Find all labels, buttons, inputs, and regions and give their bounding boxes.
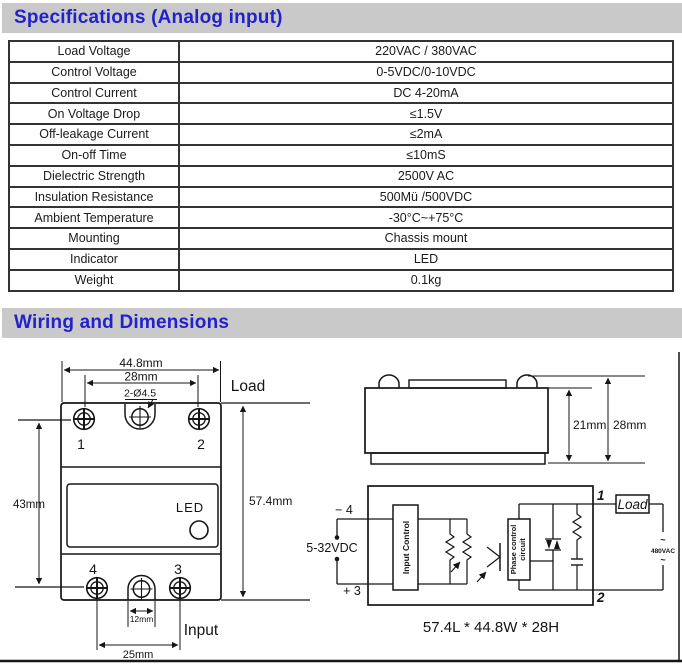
spec-label: Off-leakage Current (9, 124, 179, 145)
led-indicator (190, 521, 208, 539)
dim-body-height: 21mm (573, 418, 607, 432)
load-label: Load (230, 378, 266, 395)
dim-height: 57.4mm (249, 494, 293, 508)
spec-label: On-off Time (9, 145, 179, 166)
out-terminal-1: 1 (597, 488, 605, 503)
dim-input-span: 25mm (122, 649, 154, 661)
terminal-screw-1 (74, 409, 95, 430)
spec-value: LED (179, 249, 673, 270)
mounting-hole-top (129, 406, 151, 428)
spec-label: Mounting (9, 228, 179, 249)
ac-tilde-bottom: ~ (660, 555, 666, 565)
spec-value: 500Mü /500VDC (179, 187, 673, 208)
terminal-number-3: 3 (174, 561, 182, 577)
size-note: 57.4L * 44.8W * 28H (422, 619, 560, 636)
terminal-screw-3 (170, 578, 191, 599)
spec-label: On Voltage Drop (9, 103, 179, 124)
ac-voltage-label: 480VAC (650, 548, 676, 555)
table-row (9, 166, 673, 187)
section-title: Wiring and Dimensions (14, 312, 230, 333)
spec-value: ≤2mA (179, 124, 673, 145)
table-row (9, 270, 673, 291)
table-row (9, 41, 673, 62)
spec-value: 2500V AC (179, 166, 673, 187)
section-header-wiring (2, 308, 682, 338)
table-row (9, 145, 673, 166)
table-row (9, 124, 673, 145)
input-control-label: Input Control (401, 520, 411, 575)
spec-label: Insulation Resistance (9, 187, 179, 208)
spec-value: 0-5VDC/0-10VDC (179, 62, 673, 83)
phase-control-label-2: circuit (518, 538, 527, 561)
supply-label: 5-32VDC (306, 541, 358, 555)
spec-value: ≤1.5V (179, 103, 673, 124)
table-row (9, 187, 673, 208)
table-row (9, 103, 673, 124)
spec-label: Indicator (9, 249, 179, 270)
spec-table (8, 40, 674, 292)
spec-label: Control Current (9, 83, 179, 104)
dim-tab: 12mm (129, 614, 154, 624)
terminal-screw-2 (189, 409, 210, 430)
spec-value: 220VAC / 380VAC (179, 41, 673, 62)
led-label: LED (175, 500, 205, 515)
side-view (365, 375, 646, 464)
input-label: Input (183, 622, 219, 639)
spec-value: -30°C~+75°C (179, 207, 673, 228)
spec-value: DC 4-20mA (179, 83, 673, 104)
table-row (9, 207, 673, 228)
load-box-label: Load (617, 497, 648, 512)
dim-total-height: 28mm (613, 418, 647, 432)
table-row (9, 62, 673, 83)
phase-control-label-1: Phase control (509, 524, 518, 575)
spec-label: Dielectric Strength (9, 166, 179, 187)
section-header-specifications (2, 3, 682, 33)
spec-value: ≤10mS (179, 145, 673, 166)
spec-label: Weight (9, 270, 179, 291)
dim-hole-span: 28mm (124, 369, 158, 384)
terminal-number-2: 2 (197, 436, 205, 452)
spec-label: Control Voltage (9, 62, 179, 83)
spec-value: 0.1kg (179, 270, 673, 291)
terminal-screw-4 (87, 578, 108, 599)
out-terminal-2: 2 (597, 590, 605, 605)
terminal-number-1: 1 (77, 436, 85, 452)
section-title: Specifications (Analog input) (14, 7, 283, 28)
hole-note: 2-Ø4.5 (123, 387, 157, 400)
table-row (9, 83, 673, 104)
spec-label: Ambient Temperature (9, 207, 179, 228)
table-row (9, 228, 673, 249)
pos-terminal-label: + 3 (343, 584, 361, 598)
wiring-dimensions-drawing (0, 348, 682, 671)
ac-tilde-top: ~ (660, 535, 666, 545)
dim-width: 44.8mm (119, 356, 163, 370)
table-row (9, 249, 673, 270)
wiring-schematic (306, 486, 675, 636)
dim-screw-rows: 43mm (13, 499, 45, 511)
spec-label: Load Voltage (9, 41, 179, 62)
mounting-hole-bottom (131, 578, 153, 600)
neg-terminal-label: − 4 (335, 503, 353, 517)
terminal-number-4: 4 (89, 561, 97, 577)
spec-value: Chassis mount (179, 228, 673, 249)
front-view (13, 356, 310, 661)
